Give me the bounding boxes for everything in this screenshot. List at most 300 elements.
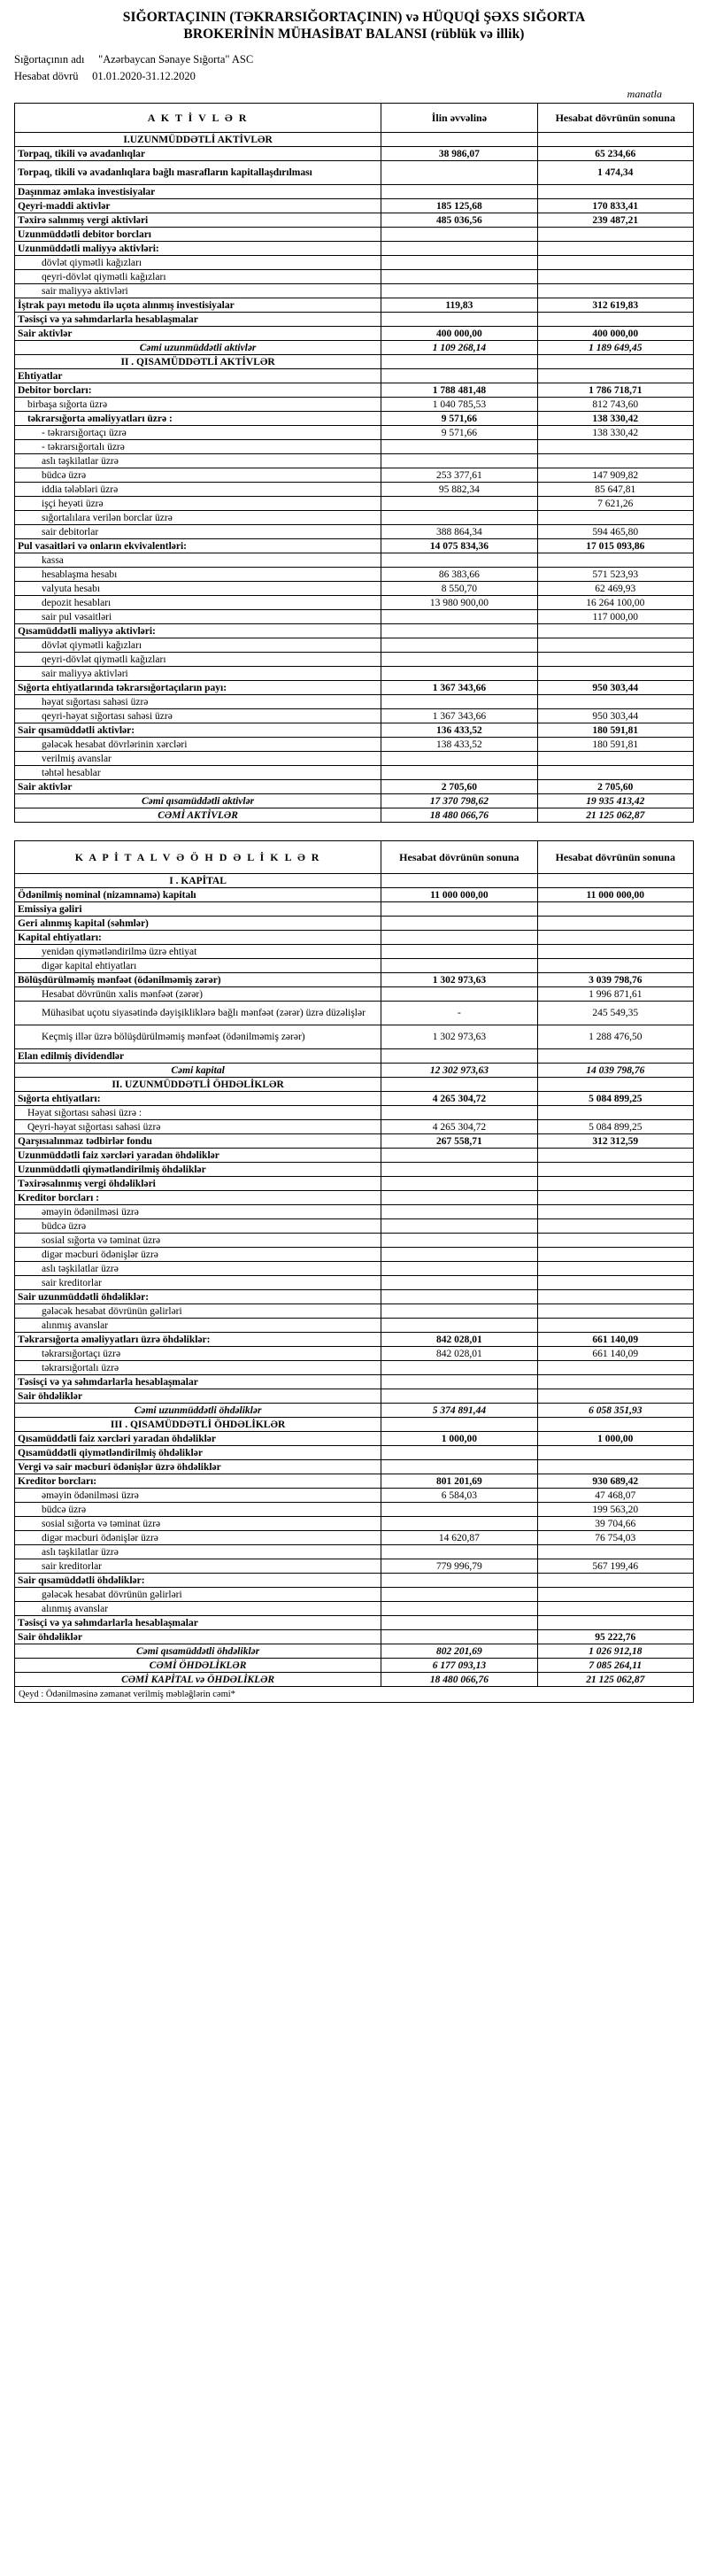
table-row [15,794,694,808]
row-value-closing [537,874,693,888]
row-value-opening [381,959,537,973]
table-row [15,1673,694,1687]
table-row [15,874,694,888]
row-label: CƏMİ KAPİTAL və ÖHDƏLİKLƏR [15,1673,381,1687]
row-value-opening: 253 377,61 [381,468,537,483]
row-label: alınmış avanslar [15,1602,381,1616]
row-value-closing: 594 465,80 [537,525,693,539]
table-row [15,327,694,341]
row-label: Kapital ehtiyatları: [15,931,381,945]
table-row [15,1559,694,1574]
row-value-opening [381,1262,537,1276]
row-value-opening [381,1361,537,1375]
row-label: Cəmi qısamüddətli aktivlər [15,794,381,808]
row-value-opening: 8 550,70 [381,582,537,596]
row-value-opening [381,1389,537,1404]
row-value-opening [381,284,537,298]
row-label: Qısamüddətli qiymətləndirilmiş öhdəliklər [15,1446,381,1460]
table-row [15,1049,694,1064]
page-title-line2: BROKERİNİN MÜHASİBAT BALANSI (rüblük və illik) [183,27,525,43]
row-value-closing [537,959,693,973]
row-value-opening [381,355,537,369]
table-row [15,383,694,398]
row-value-opening: 9 571,66 [381,412,537,426]
row-value-closing: 571 523,93 [537,568,693,582]
row-label: aslı təşkilatlar üzrə [15,1545,381,1559]
row-value-closing: 170 833,41 [537,199,693,213]
row-value-opening [381,270,537,284]
row-value-opening: 1 367 343,66 [381,681,537,695]
row-label: Sair öhdəliklər [15,1630,381,1644]
row-value-opening [381,1446,537,1460]
row-value-closing: 245 549,35 [537,1002,693,1025]
row-value-opening: 842 028,01 [381,1347,537,1361]
row-value-opening: 1 302 973,63 [381,1025,537,1049]
row-value-closing [537,1418,693,1432]
table-row [15,270,694,284]
row-label: Sair aktivlər [15,780,381,794]
row-label: II. UZUNMÜDDƏTLİ ÖHDƏLİKLƏR [15,1078,381,1092]
row-value-closing: 7 085 264,11 [537,1659,693,1673]
row-value-opening [381,1574,537,1588]
row-label: sığortalılara verilən borclar üzrə [15,511,381,525]
row-label: Torpaq, tikili və avadanlıqlara bağlı masrafların kapitallaşdırılması [15,161,381,185]
row-value-closing: 812 743,60 [537,398,693,412]
row-value-opening: 86 383,66 [381,568,537,582]
table-row [15,1503,694,1517]
row-value-opening [381,553,537,568]
row-label: alınmış avanslar [15,1319,381,1333]
row-value-opening: 17 370 798,62 [381,794,537,808]
row-label: sair kreditorlar [15,1276,381,1290]
row-value-opening [381,133,537,147]
row-value-opening [381,902,537,917]
row-value-opening [381,653,537,667]
row-value-closing: 950 303,44 [537,709,693,723]
row-value-opening [381,1304,537,1319]
row-label: gələcək hesabat dövrlərinin xərcləri [15,738,381,752]
row-label: əməyin ödənilməsi üzrə [15,1205,381,1219]
row-value-opening [381,185,537,199]
table-row [15,213,694,228]
row-value-opening [381,1234,537,1248]
row-value-closing: 47 468,07 [537,1489,693,1503]
table-row [15,1602,694,1616]
row-label: Qeyri-maddi aktivlər [15,199,381,213]
table-row [15,525,694,539]
table-row [15,752,694,766]
row-value-closing: 7 621,26 [537,497,693,511]
row-value-closing [537,185,693,199]
row-value-opening [381,1290,537,1304]
row-value-closing [537,242,693,256]
table-row [15,298,694,313]
row-label: Keçmiş illər üzrə bölüşdürülməmiş mənfəət (ödənilməmiş zərər) [15,1025,381,1049]
table-row [15,1025,694,1049]
table-row [15,1205,694,1219]
row-label: II . QISAMÜDDƏTLİ AKTİVLƏR [15,355,381,369]
table-row [15,412,694,426]
row-value-closing: 85 647,81 [537,483,693,497]
table-row [15,147,694,161]
row-label: dövlət qiymətli kağızları [15,638,381,653]
table-row [15,638,694,653]
row-value-closing: 950 303,44 [537,681,693,695]
row-label: hesablaşma hesabı [15,568,381,582]
row-value-closing [537,752,693,766]
row-value-opening [381,667,537,681]
row-label: təkrarsığorta əməliyyatları üzrə : [15,412,381,426]
row-value-closing [537,313,693,327]
row-label: birbaşa sığorta üzrə [15,398,381,412]
row-value-opening: 38 986,07 [381,147,537,161]
row-value-closing [537,667,693,681]
row-value-closing [537,1290,693,1304]
row-label: sair maliyyə aktivləri [15,284,381,298]
row-value-closing: 138 330,42 [537,412,693,426]
row-value-closing [537,1545,693,1559]
row-value-closing [537,1375,693,1389]
table-row [15,1446,694,1460]
row-value-closing [537,440,693,454]
table-row [15,284,694,298]
table-row [15,959,694,973]
row-value-closing: 76 754,03 [537,1531,693,1545]
table-row [15,1333,694,1347]
row-label: Torpaq, tikili və avadanlıqlar [15,147,381,161]
row-value-closing: 312 312,59 [537,1134,693,1149]
row-value-closing: 930 689,42 [537,1474,693,1489]
table-row [15,902,694,917]
row-value-opening: 9 571,66 [381,426,537,440]
insurer-name-value: "Azərbaycan Sənaye Sığorta" ASC [98,52,254,66]
row-value-opening [381,1149,537,1163]
row-value-opening [381,228,537,242]
row-value-opening: 1 302 973,63 [381,973,537,987]
row-value-closing [537,1219,693,1234]
row-label: Elan edilmiş dividendlər [15,1049,381,1064]
row-value-closing: 661 140,09 [537,1333,693,1347]
row-value-opening [381,497,537,511]
row-label: büdcə üzrə [15,468,381,483]
row-label: Kreditor borcları: [15,1474,381,1489]
row-value-closing [537,931,693,945]
row-value-closing [537,1616,693,1630]
row-label: Sair öhdəliklər [15,1389,381,1404]
row-value-closing [537,355,693,369]
row-value-opening: 388 864,34 [381,525,537,539]
row-value-closing [537,270,693,284]
row-value-opening: 13 980 900,00 [381,596,537,610]
row-value-opening: 12 302 973,63 [381,1064,537,1078]
row-value-opening: 185 125,68 [381,199,537,213]
table-row [15,596,694,610]
row-value-closing: 239 487,21 [537,213,693,228]
table-row [15,553,694,568]
row-value-closing: 5 084 899,25 [537,1120,693,1134]
row-value-opening: 18 480 066,76 [381,808,537,823]
table-row [15,256,694,270]
table-row [15,1078,694,1092]
row-value-opening [381,1630,537,1644]
row-label: Sair qısamüddətli aktivlər: [15,723,381,738]
row-value-closing [537,624,693,638]
table-row [15,161,694,185]
table-row [15,539,694,553]
row-value-opening [381,1205,537,1219]
row-value-closing [537,1234,693,1248]
row-label: CƏMİ ÖHDƏLİKLƏR [15,1659,381,1673]
row-label: digər məcburi ödənişlər üzrə [15,1531,381,1545]
row-label: Sair qısamüddətli öhdəliklər: [15,1574,381,1588]
table-row [15,454,694,468]
page-title-line1: SIĞORTAÇININ (TƏKRARSIĞORTAÇININ) və HÜQUQİ ŞƏXS SIĞORTA [122,10,586,25]
period-label: Hesabat dövrü [14,69,79,82]
table-row [15,1644,694,1659]
row-value-closing: 17 015 093,86 [537,539,693,553]
row-label: Təsisçi və ya səhmdarlarla hesablaşmalar [15,313,381,327]
row-value-closing [537,1262,693,1276]
table-row [15,1574,694,1588]
table-row [15,369,694,383]
row-value-closing [537,1389,693,1404]
row-label: Sığorta ehtiyatlarında təkrarsığortaçıların payı: [15,681,381,695]
row-label: Sığorta ehtiyatları: [15,1092,381,1106]
table-row [15,1404,694,1418]
table-row [15,1489,694,1503]
row-value-opening [381,1276,537,1290]
table-row [15,945,694,959]
row-label: Təsisçi və ya səhmdarlarla hesablaşmalar [15,1375,381,1389]
row-label: gələcək hesabat dövrünün gəlirləri [15,1304,381,1319]
table-row [15,1219,694,1234]
row-label: təhtəl hesablar [15,766,381,780]
row-value-opening [381,1248,537,1262]
row-label: işçi heyəti üzrə [15,497,381,511]
row-label: əməyin ödənilməsi üzrə [15,1489,381,1503]
row-value-closing: 6 058 351,93 [537,1404,693,1418]
table-row [15,355,694,369]
table-row [15,610,694,624]
row-label: digər kapital ehtiyatları [15,959,381,973]
table-row [15,917,694,931]
table-row [15,1149,694,1163]
row-value-opening: 95 882,34 [381,483,537,497]
row-label: I.UZUNMÜDDƏTLİ AKTİVLƏR [15,133,381,147]
insurer-name-label: Sığortaçının adı [14,52,85,66]
table-row [15,709,694,723]
row-value-closing: 117 000,00 [537,610,693,624]
row-value-closing [537,945,693,959]
row-label: Təxirə salınmış vergi aktivləri [15,213,381,228]
table-row [15,1177,694,1191]
row-value-opening: 11 000 000,00 [381,888,537,902]
page-edge-marker [699,0,703,2576]
table-row [15,511,694,525]
row-value-closing [537,1078,693,1092]
table-row [15,1545,694,1559]
row-label: gələcək hesabat dövrünün gəlirləri [15,1588,381,1602]
row-label: Ödənilmiş nominal (nizamnamə) kapitalı [15,888,381,902]
row-label: Həyat sığortası sahəsi üzrə : [15,1106,381,1120]
capital-header-col2: Hesabat dövrünün sonuna [381,841,537,874]
row-label: sosial sığorta və təminat üzrə [15,1517,381,1531]
row-value-opening: 779 996,79 [381,1559,537,1574]
row-value-closing [537,638,693,653]
row-label: Cəmi kapital [15,1064,381,1078]
row-label: Hesabat dövrünün xalis mənfəət (zərər) [15,987,381,1002]
period-value: 01.01.2020-31.12.2020 [92,69,196,82]
row-value-opening [381,874,537,888]
row-label: Sair aktivlər [15,327,381,341]
table-row [15,1418,694,1432]
row-value-opening: 4 265 304,72 [381,1092,537,1106]
row-value-opening [381,1517,537,1531]
row-value-closing: 400 000,00 [537,327,693,341]
row-value-opening: - [381,1002,537,1025]
row-label: Qısamüddətli maliyyə aktivləri: [15,624,381,638]
row-label: Uzunmüddətli debitor borcları [15,228,381,242]
row-value-closing: 95 222,76 [537,1630,693,1644]
row-value-opening: 4 265 304,72 [381,1120,537,1134]
row-value-opening: 6 584,03 [381,1489,537,1503]
table-row [15,468,694,483]
row-label: Vergi və sair məcburi ödənişlər üzrə öhdəliklər [15,1460,381,1474]
row-label: Kreditor borcları : [15,1191,381,1205]
row-label: III . QISAMÜDDƏTLİ ÖHDƏLİKLƏR [15,1418,381,1432]
row-value-closing [537,284,693,298]
row-value-opening [381,987,537,1002]
row-label: həyat sığortası sahəsi üzrə [15,695,381,709]
row-value-closing [537,1106,693,1120]
table-row [15,931,694,945]
row-value-closing: 1 786 718,71 [537,383,693,398]
table-row [15,1092,694,1106]
row-value-closing: 21 125 062,87 [537,1673,693,1687]
row-value-closing [537,1049,693,1064]
row-label: valyuta hesabı [15,582,381,596]
row-label: digər məcburi ödənişlər üzrə [15,1248,381,1262]
row-label: Uzunmüddətli qiymətləndirilmiş öhdəliklər [15,1163,381,1177]
table-row [15,483,694,497]
row-label: qeyri-dövlət qiymətli kağızları [15,270,381,284]
row-value-opening [381,624,537,638]
assets-header-col3: Hesabat dövrünün sonuna [537,104,693,133]
row-value-opening [381,1106,537,1120]
row-label: təkrarsığortaçı üzrə [15,1347,381,1361]
table-row [15,1474,694,1489]
row-label: Uzunmüddətli maliyyə aktivləri: [15,242,381,256]
table-row [15,1460,694,1474]
units-label: manatla [627,88,662,101]
table-row [15,973,694,987]
row-value-closing [537,1304,693,1319]
capital-table-header [15,841,694,874]
row-label: Bölüşdürülməmiş mənfəət (ödənilməmiş zərər) [15,973,381,987]
row-value-closing: 1 996 871,61 [537,987,693,1002]
table-row [15,1616,694,1630]
capital-header-col3: Hesabat dövrünün sonuna [537,841,693,874]
row-value-opening [381,610,537,624]
row-value-opening: 267 558,71 [381,1134,537,1149]
table-row [15,1659,694,1673]
row-value-opening: 1 367 343,66 [381,709,537,723]
assets-table [14,103,694,823]
row-value-opening [381,1078,537,1092]
row-value-closing [537,695,693,709]
table-row [15,1191,694,1205]
row-value-closing [537,1149,693,1163]
row-value-closing [537,766,693,780]
table-row [15,242,694,256]
document-meta [14,51,694,85]
row-value-closing: 3 039 798,76 [537,973,693,987]
row-value-opening: 1 040 785,53 [381,398,537,412]
row-label: aslı təşkilatlar üzrə [15,1262,381,1276]
row-value-closing: 312 619,83 [537,298,693,313]
row-label: sair kreditorlar [15,1559,381,1574]
table-row [15,228,694,242]
capital-header-col1: K A P İ T A L V Ə Ö H D Ə L İ K L Ə R [15,841,381,874]
row-value-closing: 199 563,20 [537,1503,693,1517]
row-value-opening [381,695,537,709]
table-row [15,667,694,681]
table-row [15,738,694,752]
row-value-closing [537,1276,693,1290]
row-value-opening [381,945,537,959]
row-value-closing: 1 026 912,18 [537,1644,693,1659]
row-label: təkrarsığortalı üzrə [15,1361,381,1375]
row-value-opening: 1 000,00 [381,1432,537,1446]
row-value-opening [381,917,537,931]
row-label: Təkrarsığorta əməliyyatları üzrə öhdəliklər: [15,1333,381,1347]
row-value-opening: 485 036,56 [381,213,537,228]
table-row [15,426,694,440]
page-title [14,9,694,43]
table-row [15,766,694,780]
table-row [15,987,694,1002]
table-row [15,1106,694,1120]
row-value-closing: 180 591,81 [537,723,693,738]
row-value-opening [381,1602,537,1616]
table-row [15,1234,694,1248]
row-value-closing: 14 039 798,76 [537,1064,693,1078]
row-value-closing [537,1248,693,1262]
row-value-closing [537,1574,693,1588]
row-label: Təxirəsalınmış vergi öhdəlikləri [15,1177,381,1191]
row-label: yenidən qiymətləndirilmə üzrə ehtiyat [15,945,381,959]
table-row [15,1163,694,1177]
row-value-opening: 14 620,87 [381,1531,537,1545]
footnote-text: Qeyd : Ödənilməsinə zəmanət verilmiş məbləğlərin cəmi* [14,1687,694,1703]
assets-table-header [15,104,694,133]
row-value-closing [537,369,693,383]
row-value-opening [381,454,537,468]
row-value-closing: 2 705,60 [537,780,693,794]
row-value-closing: 147 909,82 [537,468,693,483]
row-value-closing: 1 474,34 [537,161,693,185]
table-row [15,653,694,667]
row-value-opening [381,256,537,270]
row-label: CƏMİ AKTİVLƏR [15,808,381,823]
row-value-opening [381,511,537,525]
row-label: aslı təşkilatlar üzrə [15,454,381,468]
table-row [15,1002,694,1025]
row-label: büdcə üzrə [15,1219,381,1234]
row-value-closing: 65 234,66 [537,147,693,161]
row-value-closing: 567 199,46 [537,1559,693,1574]
table-row [15,1347,694,1361]
